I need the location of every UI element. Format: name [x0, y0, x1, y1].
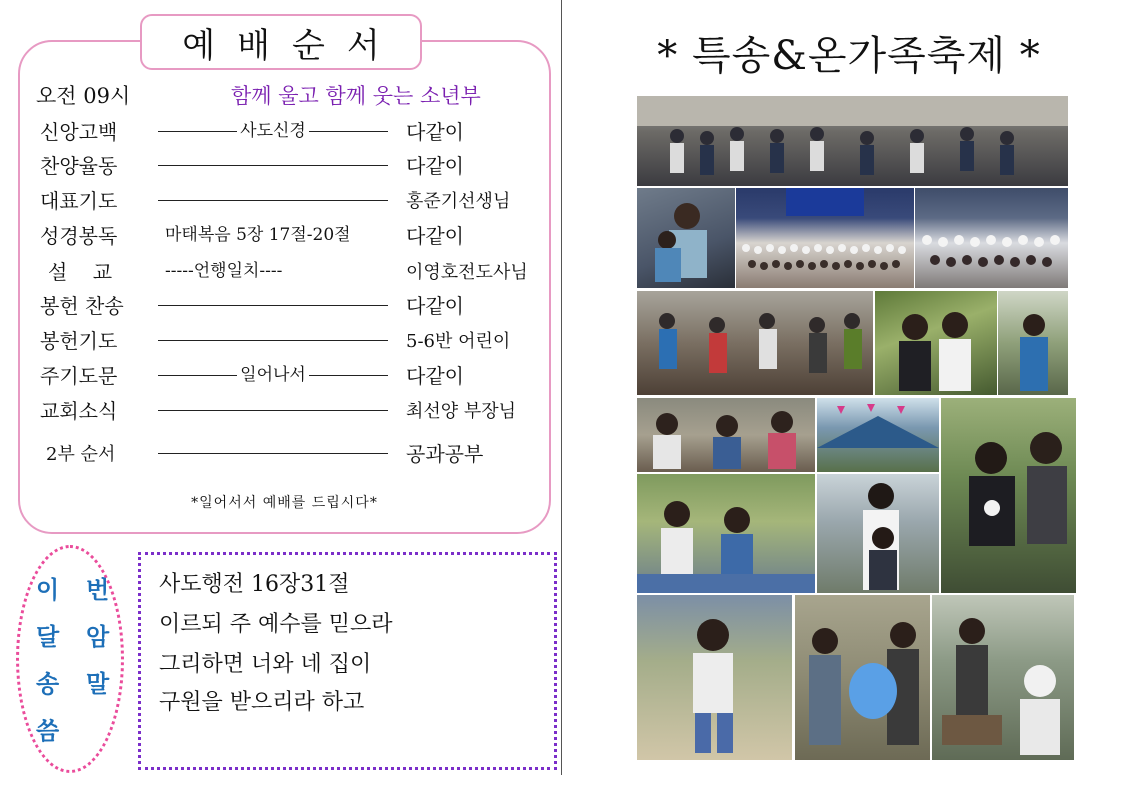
photo-hug [637, 188, 735, 288]
item-name: 2부 순서 [46, 444, 116, 465]
item-detail: 일어나서 [158, 360, 388, 385]
item-name: 찬양율동 [40, 154, 118, 178]
item-detail: -----언행일치---- [162, 256, 285, 281]
memory-verse-label-char: 송 [36, 670, 60, 698]
item-leader: 다같이 [406, 364, 464, 388]
item-leader: 다같이 [406, 154, 464, 178]
item-leader: 다같이 [406, 224, 464, 248]
order-row [40, 290, 540, 320]
order-row [40, 360, 540, 390]
photo-craft-outdoor [932, 595, 1074, 760]
photo-tent [817, 398, 939, 472]
verse-line: 구원을 받으리라 하고 [159, 690, 365, 715]
item-name: 교회소식 [40, 399, 118, 423]
photo-dance-room [637, 291, 873, 395]
photo-craft-table [637, 398, 815, 472]
item-leader: 최선양 부장님 [406, 401, 517, 422]
memory-verse-label-char: 암 [86, 623, 110, 651]
photo-park-group [637, 474, 815, 593]
page-divider [561, 0, 562, 775]
service-time: 오전 09시 [36, 84, 131, 108]
order-row [40, 220, 540, 250]
photo-choir-hall [736, 188, 914, 288]
memory-verse-label-char: 달 [36, 623, 60, 651]
item-name: 성경봉독 [40, 224, 118, 248]
memory-verse-label-char: 번 [86, 576, 110, 604]
order-row [40, 150, 540, 180]
motto: 함께 울고 함께 웃는 소년부 [231, 84, 481, 108]
item-name: 봉헌 찬송 [40, 294, 124, 318]
verse-line: 그리하면 너와 네 집이 [159, 652, 372, 677]
memory-verse-label-char: 말 [86, 670, 110, 698]
order-row [40, 116, 540, 146]
memory-verse-box [138, 552, 557, 770]
photo-two-girls [875, 291, 997, 395]
photo-choir-stage [637, 96, 1068, 186]
photo-boys-play [941, 398, 1076, 593]
order-row [40, 325, 540, 355]
item-leader: 홍준기선생님 [406, 191, 511, 212]
leader-line [158, 340, 388, 341]
item-name: 신앙고백 [40, 120, 118, 144]
stand-note: *일어서서 예배를 드립시다* [191, 495, 378, 511]
leader-line [158, 410, 388, 411]
item-leader: 다같이 [406, 120, 464, 144]
item-detail: 마태복음 5장 17절-20절 [162, 220, 354, 245]
photo-piggyback [637, 595, 792, 760]
order-row [40, 185, 540, 215]
verse-reference: 사도행전 16장31절 [159, 572, 350, 597]
item-name: 봉헌기도 [40, 329, 118, 353]
item-name: 대표기도 [40, 189, 118, 213]
order-title: 예배순서 [140, 14, 422, 70]
item-leader: 공과공부 [406, 442, 484, 466]
item-leader: 다같이 [406, 294, 464, 318]
leader-line [158, 305, 388, 306]
order-row [40, 256, 540, 286]
item-leader: 이영호전도사님 [406, 262, 528, 283]
leader-line [158, 453, 388, 454]
item-detail: 사도신경 [158, 116, 388, 141]
photo-boy-outdoor [998, 291, 1068, 395]
festival-title: * 특송&온가족축제 * [657, 33, 1041, 79]
photo-father-son [817, 474, 939, 593]
memory-verse-label-char: 씀 [36, 717, 60, 745]
leader-line [158, 165, 388, 166]
photo-choir-group [915, 188, 1068, 288]
item-leader: 5-6반 어린이 [406, 331, 511, 352]
photo-balloon [795, 595, 930, 760]
memory-verse-label-char: 이 [36, 576, 60, 604]
order-row [40, 438, 540, 468]
leader-line [158, 200, 388, 201]
item-name: 주기도문 [40, 364, 118, 388]
item-name: 설 교 [48, 260, 113, 284]
verse-line: 이르되 주 예수를 믿으라 [159, 612, 393, 637]
order-row [40, 395, 540, 425]
